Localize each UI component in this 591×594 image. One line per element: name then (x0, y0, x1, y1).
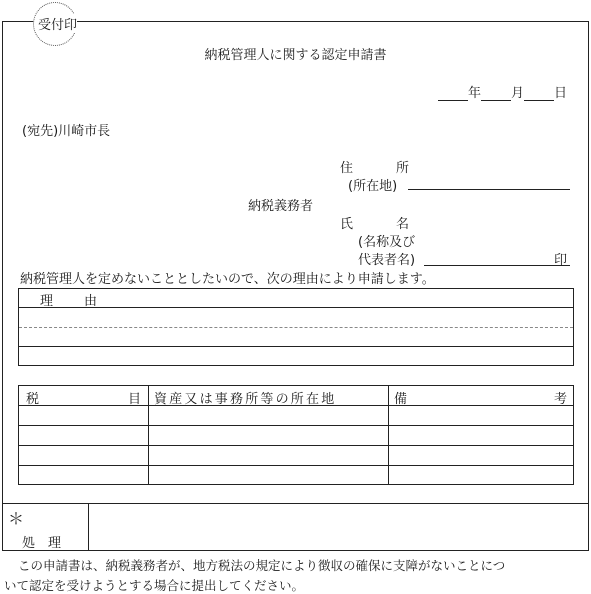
form-title: 納税管理人に関する認定申請書 (204, 48, 387, 63)
form-bottom-rule (2, 550, 589, 551)
tax-table-row-line (18, 465, 574, 466)
processing-top-rule (2, 503, 589, 504)
tax-table-row-line (18, 445, 574, 446)
reason-header-rule (18, 307, 574, 308)
note-line-2: いて認定を受けようとする場合に提出してください。 (4, 578, 305, 593)
tax-table-row-line (18, 425, 574, 426)
year-blank[interactable] (438, 86, 468, 101)
request-statement: 納税管理人を定めないこととしたいので、次の理由により申請します。 (20, 272, 435, 287)
day-label: 日 (554, 86, 568, 101)
name-field[interactable] (424, 265, 570, 266)
reason-label-1: 理 (40, 294, 54, 309)
address-label-1: 住 (340, 161, 354, 176)
col-remarks-label-b: 考 (554, 392, 568, 407)
processing-asterisk: ＊ (8, 509, 25, 528)
date-line (438, 82, 567, 101)
tax-table-divider-1 (148, 385, 149, 485)
tax-table-divider-2 (388, 385, 389, 485)
day-blank[interactable] (524, 86, 554, 101)
seal-mark: 印 (554, 253, 568, 268)
name-sub-label-1: (名称及び (358, 235, 416, 250)
col-remarks-label-a: 備 (394, 392, 408, 407)
reason-dashed-line (19, 327, 573, 328)
taxpayer-role: 納税義務者 (248, 199, 314, 214)
name-label-2: 名 (396, 217, 410, 232)
col-location-label: 資産又は事務所等の所在地 (154, 392, 337, 407)
reason-line (18, 346, 574, 347)
address-field[interactable] (408, 189, 570, 190)
addressee: (宛先)川崎市長 (22, 124, 111, 139)
month-label: 月 (511, 86, 525, 101)
note-line-1: この申請書は、納税義務者が、地方税法の規定により徴収の確保に支障がないことにつ (18, 558, 506, 573)
name-label-1: 氏 (340, 217, 354, 232)
col-tax-item-label-a: 税 (26, 392, 40, 407)
address-sub-label: (所在地) (348, 179, 398, 194)
receipt-stamp-label: 受付印 (38, 14, 77, 33)
reason-label-2: 由 (84, 294, 98, 309)
year-label: 年 (468, 86, 482, 101)
name-sub-label-2: 代表者名) (358, 253, 416, 268)
processing-label: 処 理 (22, 536, 62, 551)
col-tax-item-label-b: 目 (128, 392, 142, 407)
processing-divider (88, 503, 89, 550)
address-label-2: 所 (396, 161, 410, 176)
month-blank[interactable] (481, 86, 511, 101)
